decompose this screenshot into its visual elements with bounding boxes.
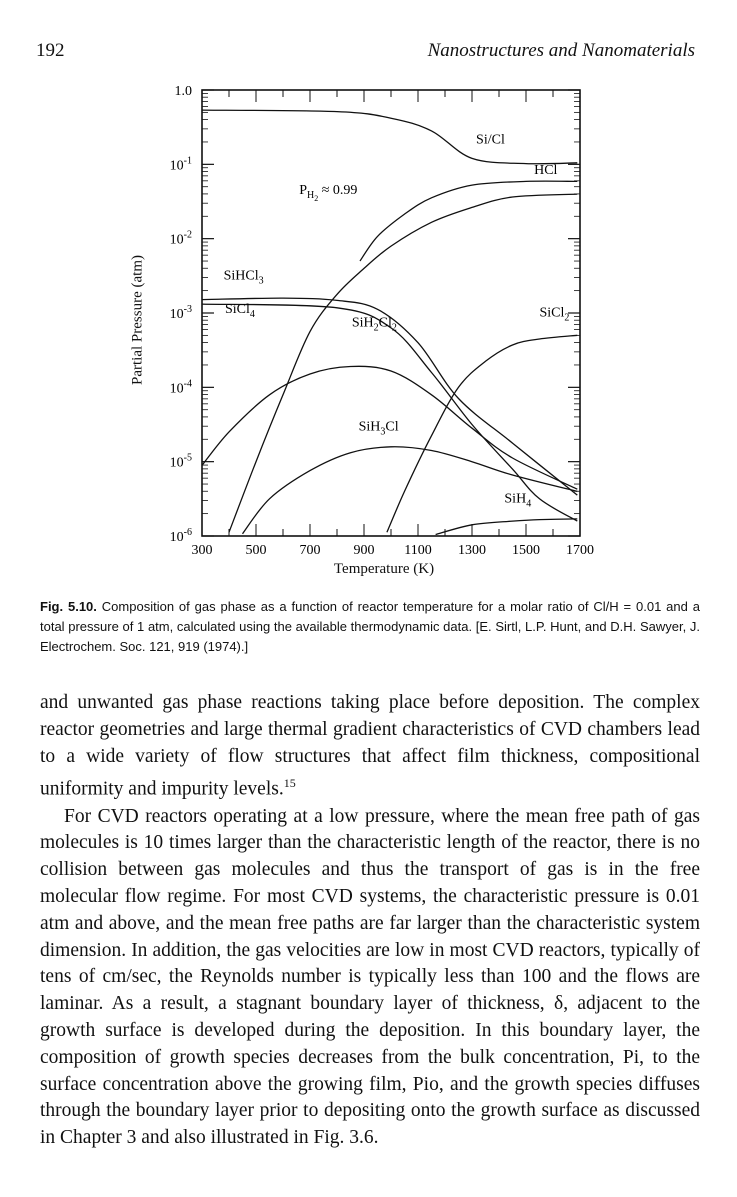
x-tick-label: 1700 <box>566 543 594 558</box>
reference-15: 15 <box>283 776 296 791</box>
series-label: SiH$_4$ <box>504 491 532 510</box>
pressure-annotation: $P_{H2} \approx 0.99$ <box>299 183 358 204</box>
series-line-si-cl <box>202 110 577 164</box>
caption-text: Composition of gas phase as a function of reactor temperature for a molar ratio of Cl/H = 0.01 and a total pressure of 1 atm, calculated using the available thermodynamic data. [E. Sirtl, L.P. Hunt, and D.H. Sawyer, J. Electrochem. Soc. 121, 919 (1974).] <box>40 599 700 654</box>
x-tick-label: 300 <box>191 543 213 558</box>
series-label: $SiH_2Cl_2$ <box>351 315 397 334</box>
body-text <box>40 690 700 1152</box>
y-tick-label: $10^{-4}$ <box>169 378 192 397</box>
paragraph-1-text: and unwanted gas phase reactions taking place before deposition. The complex reactor geometries and large thermal gradient characteristics of CVD chambers lead to a wide variety of flow structures that affect film thickness, compositional uniformity and impurity levels. <box>40 692 700 800</box>
series-label: SiHCl$_3$ <box>223 268 264 287</box>
page-number: 192 <box>36 40 65 61</box>
series-label: HCl <box>534 162 558 178</box>
chart-labels <box>224 133 570 510</box>
series-line-steep <box>229 194 577 532</box>
partial-pressure-chart <box>130 80 610 560</box>
x-tick-label: 1500 <box>512 543 540 558</box>
series-line-sicl4 <box>202 304 577 521</box>
series-line-sih4 <box>436 519 578 535</box>
series-line-hcl <box>360 181 577 261</box>
x-tick-label: 900 <box>353 543 375 558</box>
y-tick-label: $10^{-6}$ <box>169 527 192 545</box>
x-tick-label: 1100 <box>404 543 432 558</box>
series-label: SiCl$_2$ <box>539 305 570 324</box>
series-label: SiH$_3$Cl <box>358 419 399 438</box>
series-label: Si/Cl <box>476 132 505 148</box>
y-tick-label: $10^{-2}$ <box>169 229 192 248</box>
y-tick-label: $10^{-1}$ <box>169 155 192 174</box>
caption-label: Fig. 5.10. <box>40 599 97 614</box>
x-tick-label: 700 <box>299 543 321 558</box>
x-tick-label: 1300 <box>458 543 486 558</box>
running-title: Nanostructures and Nanomaterials <box>427 40 695 61</box>
y-tick-label: 1.0 <box>174 84 192 99</box>
figure-caption <box>40 597 700 657</box>
series-line-sicl2 <box>387 335 577 532</box>
chart-ticks <box>202 90 580 536</box>
series-label: SiCl$_4$ <box>224 302 255 320</box>
page-header <box>0 40 737 64</box>
paragraph-2: For CVD reactors operating at a low pressure, where the mean free path of gas molecules is 10 times larger than the characteristic length of the reactor, there is no collision between gas molecules and thus the transport of gas is in the free molecular flow regime. For most CVD systems, the characteristic pressure is 0.01 atm and above, and the mean free paths are far larger than the characteristic system dimension. In addition, the gas velocities are low in most CVD reactors, typically of tens of cm/sec, the Reynolds number is typically less than 100 and the flows are laminar. As a result, a stagnant boundary layer of thickness, δ, adjacent to the growth surface is developed during the deposition. In this boundary layer, the composition of growth species decreases from the bulk concentration, Pi, to the surface concentration above the growing film, Pio, and the growth species diffuses through the boundary layer prior to depositing onto the growth surface as discussed in Chapter 3 and also illustrated in Fig. 3.6. <box>40 805 700 1149</box>
paragraph-1 <box>40 690 700 804</box>
y-axis-label: Partial Pressure (atm) <box>129 255 146 385</box>
plot-frame <box>202 90 580 536</box>
y-tick-label: $10^{-3}$ <box>169 304 192 322</box>
x-axis-label: Temperature (K) <box>333 561 435 577</box>
y-tick-label: $10^{-5}$ <box>169 452 192 471</box>
x-tick-label: 500 <box>245 543 267 558</box>
